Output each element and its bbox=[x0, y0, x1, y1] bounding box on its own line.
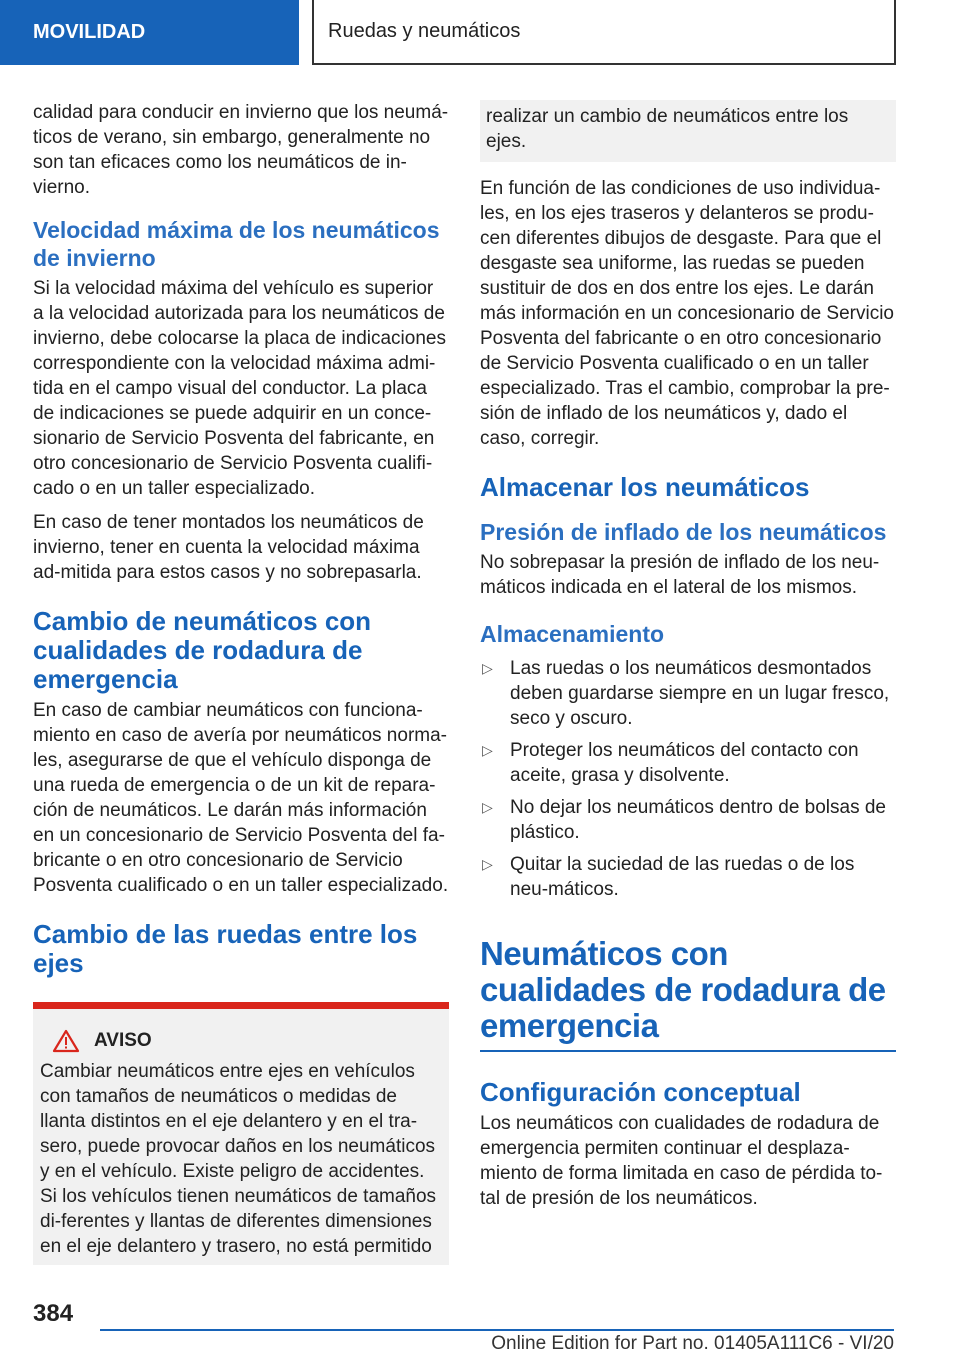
winter-speed-paragraph-2: En caso de tener montados los neumáticos de invierno, tener en cuenta la velocidad máxima ad-mitida para estos casos y no sobrepasarla. bbox=[33, 512, 424, 583]
chapter-tab bbox=[312, 0, 896, 65]
wear-paragraph: En función de las condiciones de uso individua-les, en los ejes traseros y delanteros se produ-cen diferentes dibujos de desgaste. Para que el desgaste sea uniforme, las ruedas se pueden sustituir de dos en dos entre los ejes. Le darán más información en un concesionario de Servicio Posventa del fabricante o en otro concesionario de Servicio Posventa cualificado o en un taller especializado. Tras el cambio, comprobar la pre-sión de inflado de los neumáticos y, dado el caso, corregir. bbox=[480, 178, 894, 449]
warning-triangle-icon bbox=[52, 1029, 80, 1053]
intro-paragraph: calidad para conducir en invierno que los neumá-ticos de verano, sin embargo, generalmente no son tan eficaces como los neumáticos de in-vierno. bbox=[33, 102, 449, 198]
storage-list bbox=[480, 656, 896, 902]
warning-bar bbox=[33, 1002, 449, 1009]
runflat-change-paragraph: En caso de cambiar neumáticos con funciona-miento en caso de avería por neumáticos norma-les, asegurarse de que el vehículo disponga de una rueda de emergencia o de un kit de repara-ción de neumáticos. Le darán más información en un concesionario de Servicio Posventa del fa-bricante o en otro concesionario de Servicio Posventa cualificado o en un taller especializado. bbox=[33, 700, 449, 896]
list-item: ▷ Las ruedas o los neumáticos desmontados deben guardarse siempre en un lugar fresco, seco y oscuro. bbox=[482, 658, 890, 729]
inflation-pressure-heading: Presión de inflado de los neumáticos bbox=[480, 519, 887, 545]
list-item: ▷ Proteger los neumáticos del contacto con aceite, grasa y disolvente. bbox=[482, 740, 859, 786]
triangle-bullet-icon: ▷ bbox=[482, 742, 493, 758]
chapter-title: Ruedas y neumáticos bbox=[328, 20, 521, 42]
winter-speed-paragraph-1: Si la velocidad máxima del vehículo es superior a la velocidad autorizada para los neumáticos de invierno, debe colocarse la placa de indicaciones correspondiente con la velocidad máxima admi-tida en el campo visual del conductor. La placa de indicaciones se puede adquirir en un conce-sionario de Servicio Posventa del fabricante, en otro concesionario de Servicio Posventa cualifi-cado o en un taller especializado. bbox=[33, 278, 446, 499]
footer-rule bbox=[100, 1329, 894, 1331]
list-item: ▷ Quitar la suciedad de las ruedas o de los neu-máticos. bbox=[482, 854, 855, 900]
page-number: 384 bbox=[33, 1300, 74, 1327]
list-item: ▷ No dejar los neumáticos dentro de bolsas de plástico. bbox=[482, 797, 887, 843]
runflat-change-heading: Cambio de neumáticos con cualidades de rodadura de emergencia bbox=[33, 606, 372, 694]
inflation-pressure-paragraph: No sobrepasar la presión de inflado de los neu-máticos indicada en el lateral de los mismos. bbox=[480, 552, 880, 598]
section-tab bbox=[0, 0, 299, 65]
warning-box bbox=[33, 1002, 449, 1265]
storage-heading: Almacenamiento bbox=[480, 621, 665, 647]
triangle-bullet-icon: ▷ bbox=[482, 799, 493, 815]
triangle-bullet-icon: ▷ bbox=[482, 660, 493, 676]
concept-paragraph: Los neumáticos con cualidades de rodadura de emergencia permiten continuar el desplaza-miento de forma limitada en caso de pérdida to-tal de presión de los neumáticos. bbox=[480, 1113, 883, 1209]
left-column bbox=[33, 100, 449, 1265]
triangle-bullet-icon: ▷ bbox=[482, 856, 493, 872]
right-column bbox=[480, 100, 896, 1220]
edition-label: Online Edition for Part no. 01405A111C6 - VI/20 bbox=[491, 1333, 894, 1354]
concept-heading: Configuración conceptual bbox=[480, 1077, 801, 1107]
section-title: MOVILIDAD bbox=[33, 21, 146, 43]
heading-rule bbox=[480, 1050, 896, 1052]
warning-text-continued: realizar un cambio de neumáticos entre los ejes. bbox=[486, 106, 849, 152]
tire-storage-heading: Almacenar los neumáticos bbox=[480, 472, 810, 502]
winter-speed-heading: Velocidad máxima de los neumáticos de invierno bbox=[33, 217, 440, 271]
warning-text: Cambiar neumáticos entre ejes en vehículos con tamaños de neumáticos o medidas de llanta distintos en el eje delantero y en el tra-sero, puede provocar daños en los neumáticos y en el vehículo. Existe peligro de accidentes. Si los vehículos tienen neumáticos de tamaños di-ferentes y llantas de diferentes dimensiones en el eje delantero y trasero, no está permitido bbox=[40, 1061, 437, 1257]
warning-title: AVISO bbox=[94, 1030, 152, 1051]
axle-swap-heading: Cambio de las ruedas entre los ejes bbox=[33, 919, 418, 978]
runflat-tires-heading: Neumáticos con cualidades de rodadura de emergencia bbox=[480, 935, 886, 1044]
warning-box-continued bbox=[480, 100, 896, 162]
